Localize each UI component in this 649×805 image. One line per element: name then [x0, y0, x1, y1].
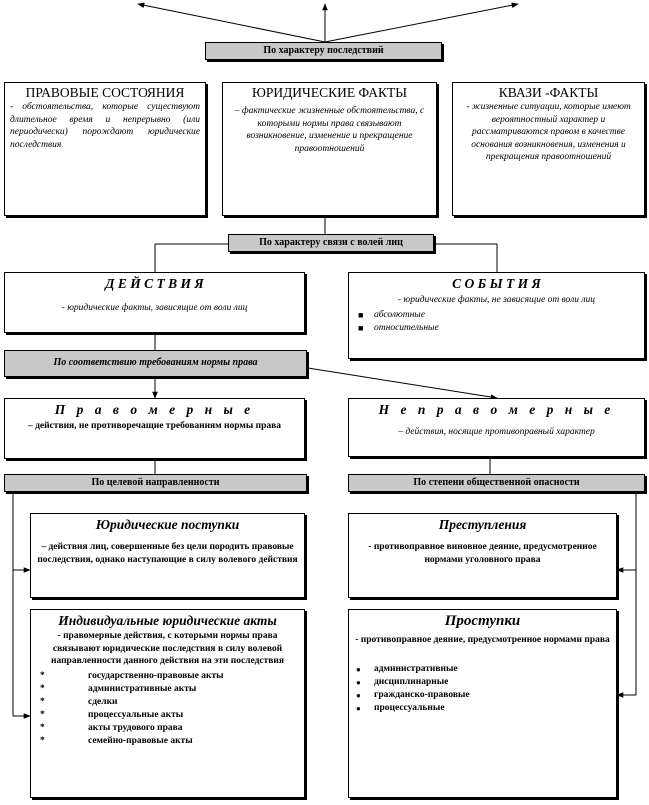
crimes-title: Преступления: [438, 517, 527, 532]
individual-acts-item: * административные акты: [36, 683, 299, 696]
box-crimes: [348, 513, 617, 598]
legal-facts-title: ЮРИДИЧЕСКИЕ ФАКТЫ: [251, 85, 408, 100]
arrow-to-quasi-facts: [325, 4, 518, 42]
misdemeanors-item: ● административные: [354, 663, 611, 676]
individual-acts-item: * процессуальные акты: [36, 709, 299, 722]
misdemeanors-title: Проступки: [444, 613, 521, 629]
lawful-description: – действия, не противоречащие требованиям нормы права: [27, 421, 282, 431]
individual-acts-item: * сделки: [36, 696, 299, 709]
individual-acts-item: * семейно-правовые акты: [36, 735, 299, 748]
events-title: С О Б Ы Т И Я: [452, 276, 541, 291]
box-quasi-facts: [452, 82, 645, 216]
actions-title: Д Е Й С Т В И Я: [105, 276, 204, 291]
lawful-title: П р а в о м е р н ы е: [54, 402, 255, 417]
bar-by-danger: По степени общественной опасности: [348, 474, 645, 492]
misdemeanors-item: ● дисциплинарные: [354, 676, 611, 689]
misdemeanors-item: ● гражданско-правовые: [354, 689, 611, 702]
unlawful-description: – действия, носящие противоправный характер: [398, 427, 595, 437]
legal-acts-description: – действия лиц, совершенные без цели породить правовые последствия, однако наступающие в силу волевого действия: [37, 542, 298, 565]
bar-by-purpose: По целевой направленности: [4, 474, 307, 492]
box-legal-acts: [30, 513, 305, 598]
individual-acts-description: - правомерные действия, с которыми нормы права связывают юридические последствия в силу волевой направленности данного действия на эти последствия: [50, 631, 285, 666]
events-item: ■ абсолютные: [354, 309, 639, 322]
box-lawful: [4, 398, 305, 459]
events-item: ■ относительные: [354, 322, 639, 335]
actions-description: - юридические факты, зависящие от воли лиц: [61, 303, 248, 313]
misdemeanors-item: ● процессуальные: [354, 702, 611, 715]
bar-by-norms: По соответствию требованиям нормы права: [4, 350, 307, 377]
individual-acts-item: * государственно-правовые акты: [36, 670, 299, 683]
bar-by-consequences: По характеру последствий: [205, 42, 442, 60]
misdemeanors-list: [354, 663, 611, 715]
box-misdemeanors: [348, 609, 617, 798]
arrow-to-legal-states: [138, 4, 325, 42]
individual-acts-list: [36, 670, 299, 748]
box-events: [348, 272, 645, 359]
arrow-to-unlawful: [308, 368, 497, 398]
box-actions: [4, 272, 305, 333]
events-description: - юридические факты, не зависящие от воли лиц: [398, 295, 595, 305]
legal-facts-description: – фактические жизненные обстоятельства, с которыми нормы права связывают возникновение, изменение и прекращение правоотношений: [234, 106, 425, 154]
box-individual-acts: [30, 609, 305, 798]
events-list: [354, 309, 639, 335]
box-legal-states: [4, 82, 206, 216]
individual-acts-item: * акты трудового права: [36, 722, 299, 735]
legal-states-title: ПРАВОВЫЕ СОСТОЯНИЯ: [25, 85, 185, 100]
quasi-facts-title: КВАЗИ -ФАКТЫ: [498, 85, 599, 100]
misdemeanors-description: - противоправное деяние, предусмотренное нормами права: [355, 635, 610, 645]
unlawful-title: Н е п р а в о м е р н ы е: [378, 402, 615, 417]
box-legal-facts: [222, 82, 437, 216]
legal-states-description: - обстоятельства, которые существуют длительное время и непрерывно (или периодически) порождают юридические последствия: [10, 102, 200, 150]
box-unlawful: [348, 398, 645, 457]
crimes-description: - противоправное виновное деяние, предусмотренное нормами уголовного права: [368, 542, 597, 565]
individual-acts-title: Индивидуальные юридические акты: [58, 613, 277, 628]
bar-by-will: По характеру связи с волей лиц: [228, 234, 434, 252]
legal-acts-title: Юридические поступки: [95, 517, 240, 532]
quasi-facts-description: - жизненные ситуации, которые имеют вероятностный характер и рассматриваются правом в качестве основания возникновения, изменения и прекращения правоотношений: [466, 102, 631, 162]
